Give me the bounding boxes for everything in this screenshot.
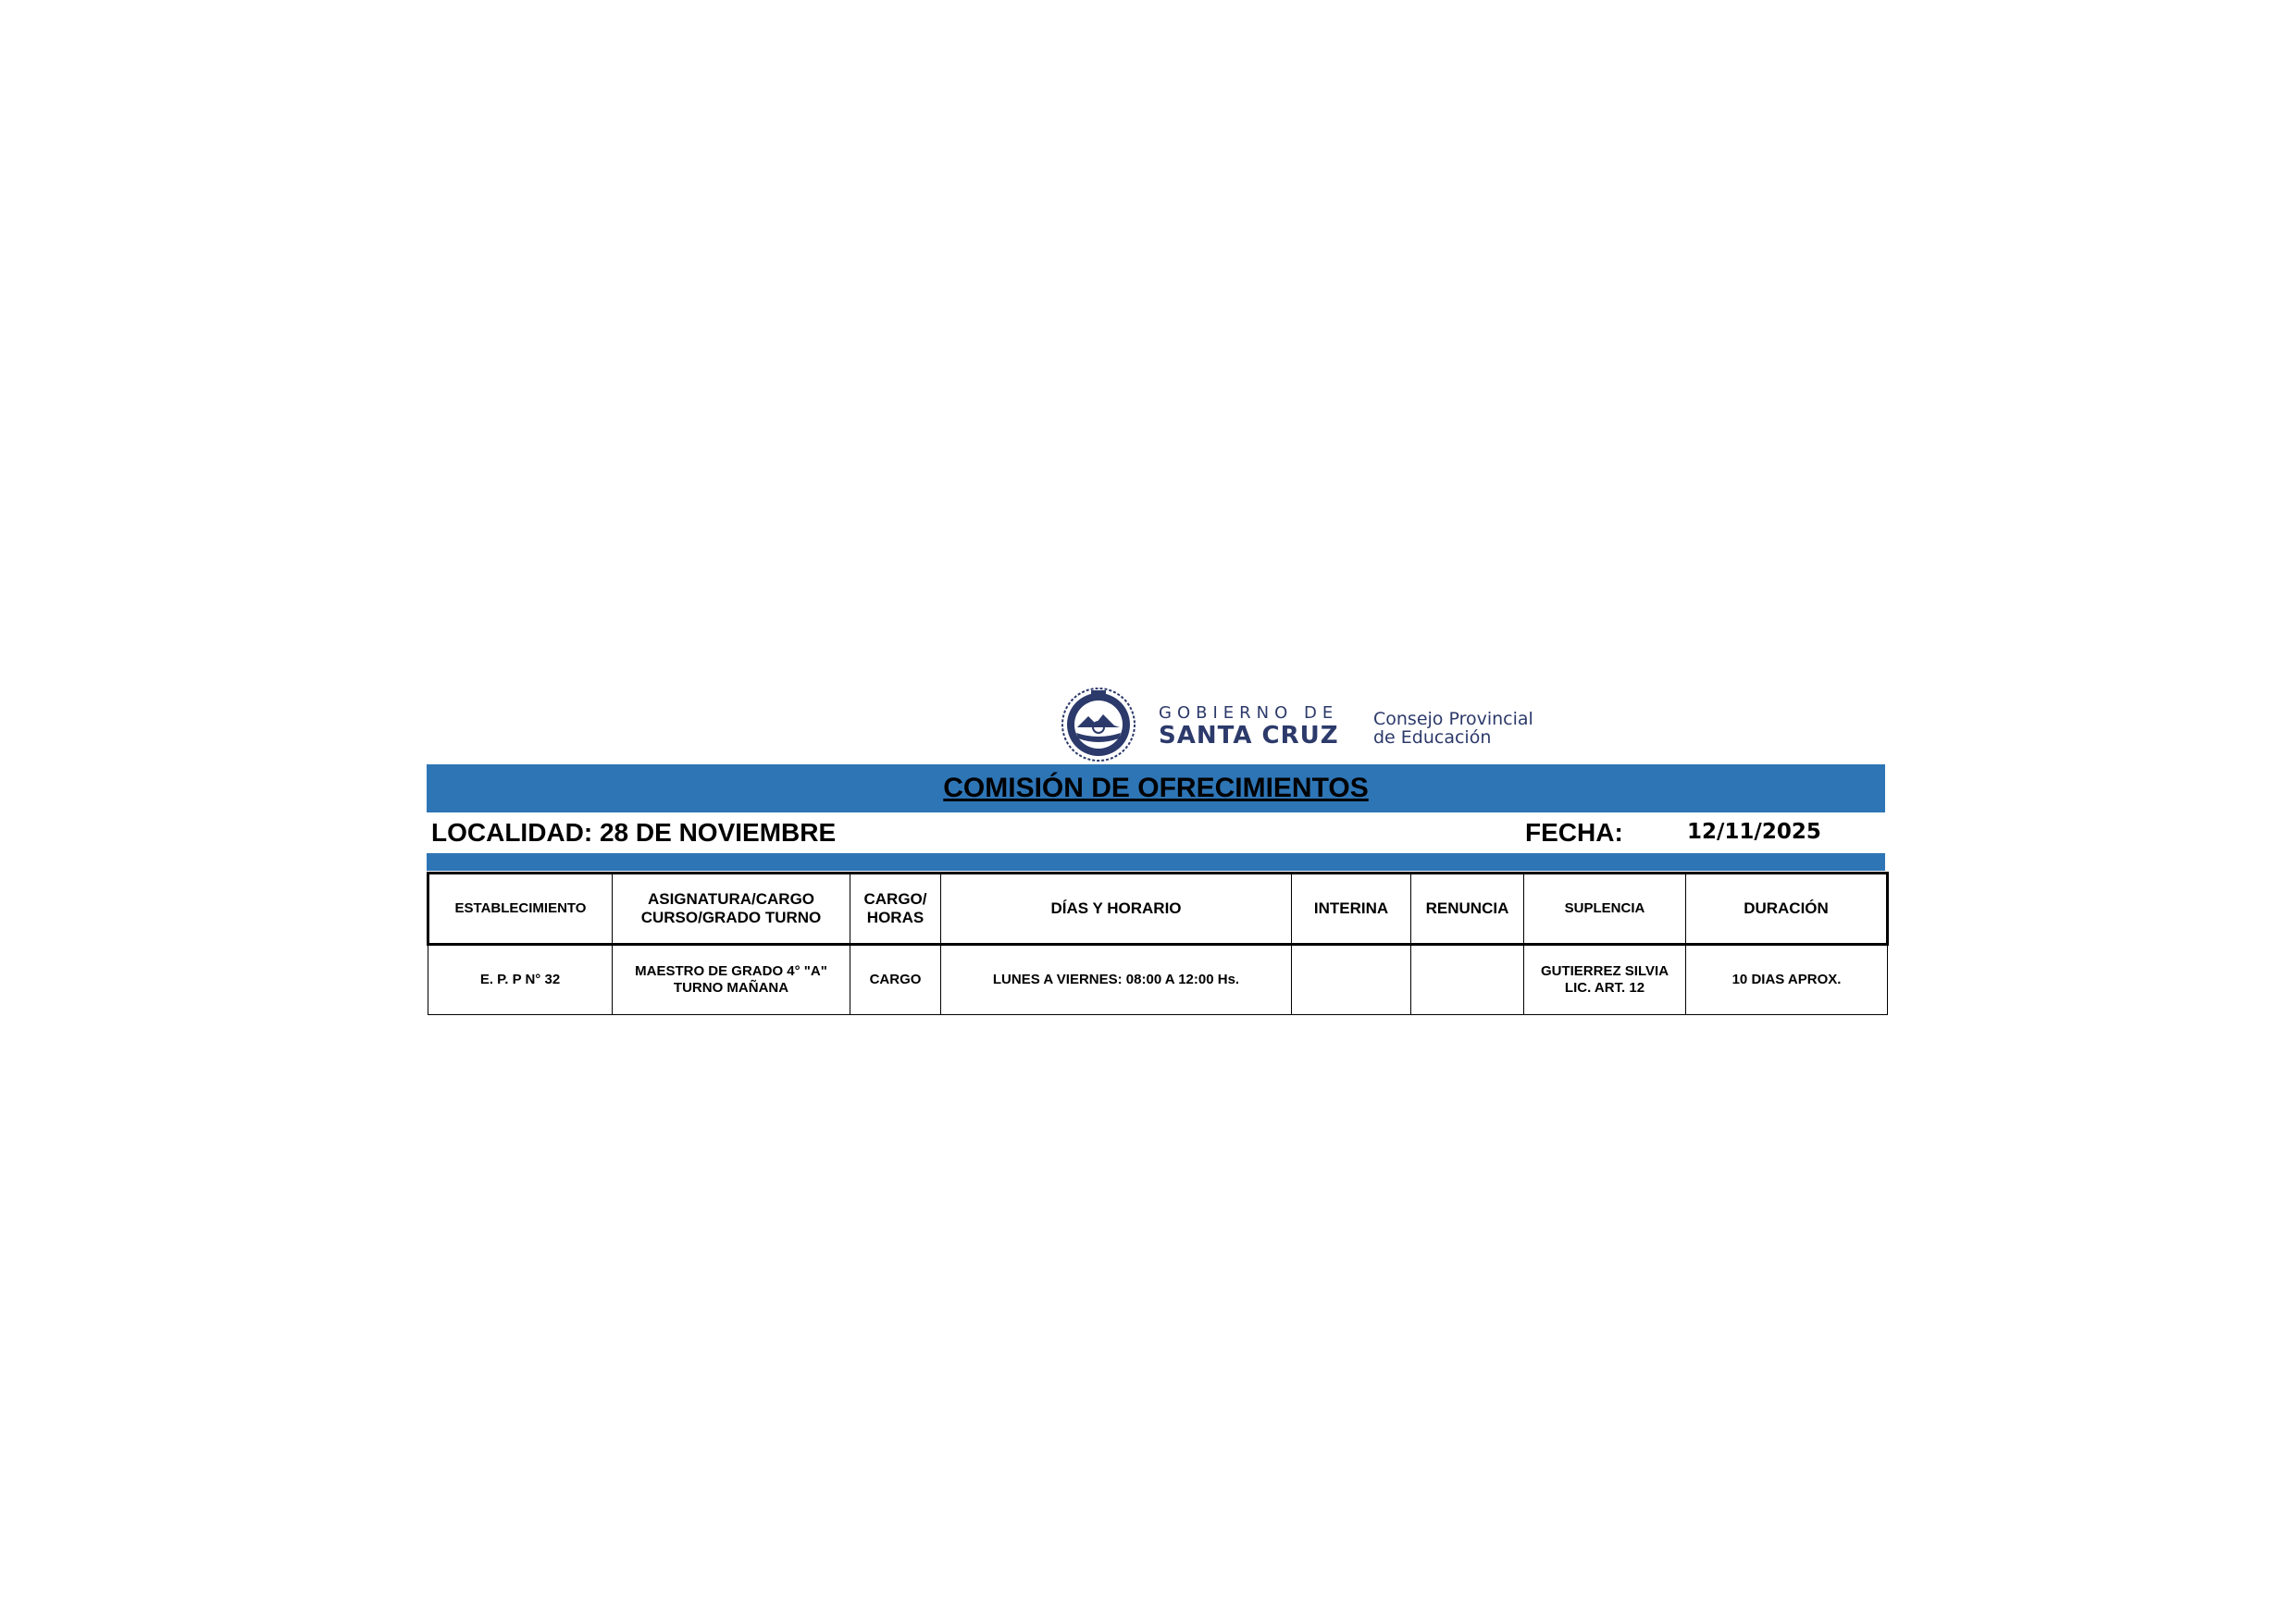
- column-header-establecimiento: ESTABLECIMIENTO: [428, 874, 613, 945]
- column-header-cargo-horas: CARGO/ HORAS: [850, 874, 941, 945]
- cell-suplencia: GUTIERREZ SILVIA LIC. ART. 12: [1524, 945, 1686, 1015]
- offers-table: [427, 872, 1889, 1015]
- government-logo: [1061, 687, 1560, 762]
- page-title: COMISIÓN DE OFRECIMIENTOS: [943, 773, 1369, 803]
- logo-org-line-2: de Educación: [1373, 727, 1492, 748]
- cell-cargo-horas: CARGO: [850, 945, 941, 1015]
- logo-line-1: GOBIERNO DE: [1159, 703, 1339, 723]
- fecha-label: FECHA:: [1525, 818, 1623, 847]
- santa-cruz-seal-icon: [1061, 687, 1136, 762]
- logo-line-2: SANTA CRUZ: [1159, 722, 1339, 750]
- cell-duracion: 10 DIAS APROX.: [1686, 945, 1888, 1015]
- column-header-interina: INTERINA: [1292, 874, 1411, 945]
- title-bar: [427, 764, 1885, 812]
- localidad-label: LOCALIDAD: 28 DE NOVIEMBRE: [431, 818, 837, 847]
- table-header-row: [428, 874, 1888, 945]
- cell-dias-horario: LUNES A VIERNES: 08:00 A 12:00 Hs.: [941, 945, 1292, 1015]
- divider-bar: [427, 853, 1885, 871]
- cell-renuncia: [1411, 945, 1524, 1015]
- logo-org-line-1: Consejo Provincial: [1373, 709, 1533, 729]
- cell-interina: [1292, 945, 1411, 1015]
- column-header-duracion: DURACIÓN: [1686, 874, 1888, 945]
- column-header-asignatura: ASIGNATURA/CARGO CURSO/GRADO TURNO: [613, 874, 850, 945]
- column-header-suplencia: SUPLENCIA: [1524, 874, 1686, 945]
- cell-asignatura: MAESTRO DE GRADO 4° "A" TURNO MAÑANA: [613, 945, 850, 1015]
- column-header-dias-horario: DÍAS Y HORARIO: [941, 874, 1292, 945]
- cell-establecimiento: E. P. P N° 32: [428, 945, 613, 1015]
- table-row: [428, 945, 1888, 1015]
- fecha-value: 12/11/2025: [1687, 820, 1821, 844]
- column-header-renuncia: RENUNCIA: [1411, 874, 1524, 945]
